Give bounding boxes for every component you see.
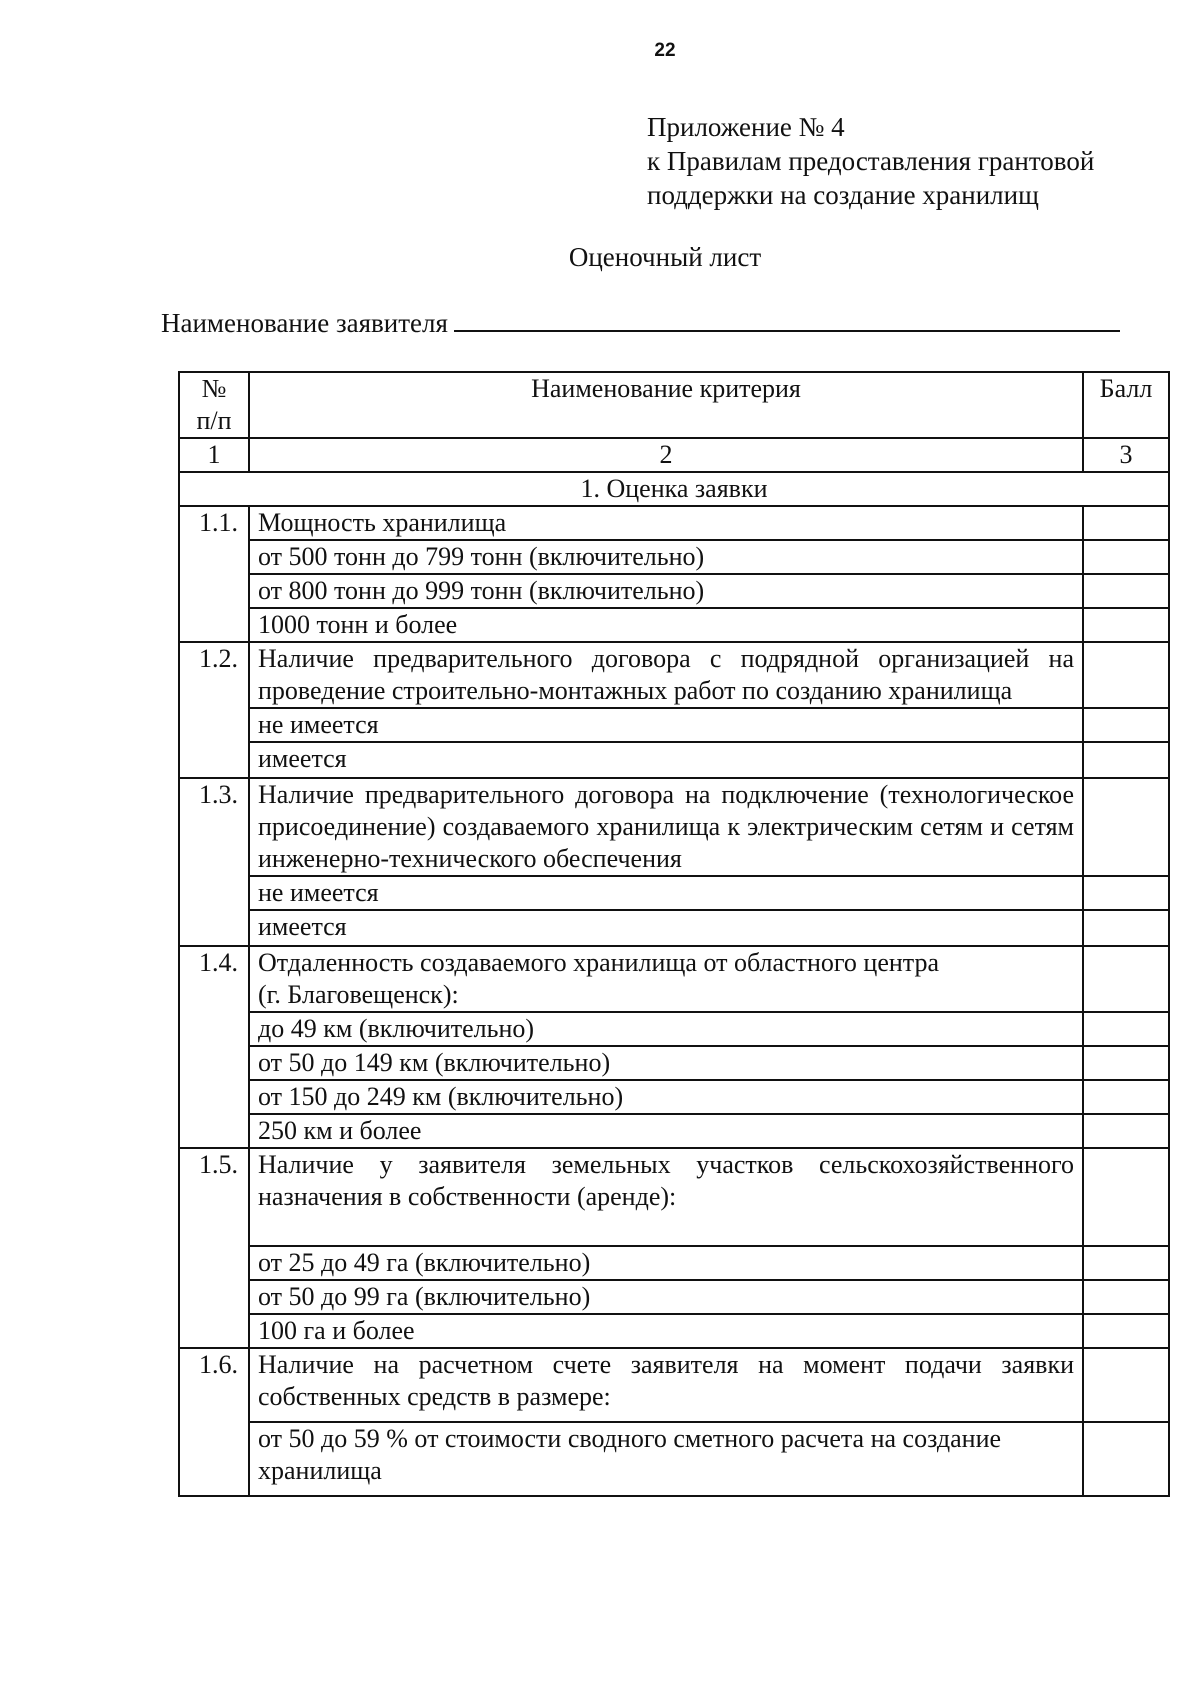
table-row — [179, 608, 1169, 642]
criterion-option: не имеется — [249, 876, 1083, 910]
table-row — [179, 876, 1169, 910]
table-row — [179, 1422, 1169, 1496]
criterion-option: от 50 до 149 км (включительно) — [249, 1046, 1083, 1080]
table-row — [179, 708, 1169, 742]
score-cell[interactable] — [1083, 1046, 1169, 1080]
table-row — [179, 742, 1169, 778]
score-cell[interactable] — [1083, 708, 1169, 742]
page-number: 22 — [654, 40, 676, 61]
criterion-option: от 50 до 59 % от стоимости сводного сметного расчета на создание хранилища — [249, 1422, 1083, 1496]
score-cell[interactable] — [1083, 1314, 1169, 1348]
score-cell[interactable] — [1083, 1348, 1169, 1422]
criterion-title: Наличие предварительного договора на подключение (технологическое присоединение) создаваемого хранилища к электрическим сетям и сетям инженерно-технического обеспечения — [249, 778, 1083, 876]
criterion-title: Наличие предварительного договора с подрядной организацией на проведение строительно-монтажных работ по созданию хранилища — [249, 642, 1083, 708]
appendix-reference — [647, 110, 1094, 212]
appendix-line-3: поддержки на создание хранилищ — [647, 180, 1039, 210]
table-row — [179, 1046, 1169, 1080]
column-number-3: 3 — [1083, 438, 1169, 472]
criterion-option: до 49 км (включительно) — [249, 1012, 1083, 1046]
table-row — [179, 1080, 1169, 1114]
criterion-option: от 50 до 99 га (включительно) — [249, 1280, 1083, 1314]
table-row — [179, 540, 1169, 574]
header-criterion: Наименование критерия — [249, 372, 1083, 438]
appendix-line-1: Приложение № 4 — [647, 112, 845, 142]
header-num: № п/п — [179, 372, 249, 438]
criterion-number: 1.2. — [179, 642, 249, 778]
criterion-option: 1000 тонн и более — [249, 608, 1083, 642]
appendix-line-2: к Правилам предоставления грантовой — [647, 146, 1095, 176]
evaluation-table — [178, 371, 1170, 1497]
table-header-row — [179, 372, 1169, 438]
criterion-option: от 500 тонн до 799 тонн (включительно) — [249, 540, 1083, 574]
score-cell[interactable] — [1083, 1148, 1169, 1246]
score-cell[interactable] — [1083, 1422, 1169, 1496]
criterion-option: от 150 до 249 км (включительно) — [249, 1080, 1083, 1114]
table-row — [179, 506, 1169, 540]
table-row — [179, 1246, 1169, 1280]
score-cell[interactable] — [1083, 506, 1169, 540]
table-row — [179, 910, 1169, 946]
score-cell[interactable] — [1083, 608, 1169, 642]
section-row — [179, 472, 1169, 506]
score-cell[interactable] — [1083, 540, 1169, 574]
table-row — [179, 1314, 1169, 1348]
criterion-option: не имеется — [249, 708, 1083, 742]
table-row — [179, 1280, 1169, 1314]
applicant-name-blank-line[interactable] — [454, 306, 1120, 332]
table-row — [179, 946, 1169, 1012]
criterion-title-line-1: Отдаленность создаваемого хранилища от областного центра — [258, 948, 939, 977]
score-cell[interactable] — [1083, 1114, 1169, 1148]
column-numbers-row — [179, 438, 1169, 472]
table-row — [179, 1114, 1169, 1148]
criterion-option: от 25 до 49 га (включительно) — [249, 1246, 1083, 1280]
criterion-title-line-2: (г. Благовещенск): — [258, 980, 459, 1009]
column-number-1: 1 — [179, 438, 249, 472]
criterion-title: Наличие у заявителя земельных участков сельскохозяйственного назначения в собственности (аренде): — [249, 1148, 1083, 1246]
criterion-number: 1.1. — [179, 506, 249, 642]
criterion-number: 1.5. — [179, 1148, 249, 1348]
header-score: Балл — [1083, 372, 1169, 438]
criterion-title: Наличие на расчетном счете заявителя на момент подачи заявки собственных средств в размере: — [249, 1348, 1083, 1422]
applicant-name-label: Наименование заявителя — [161, 308, 448, 338]
criterion-option: имеется — [249, 910, 1083, 946]
score-cell[interactable] — [1083, 876, 1169, 910]
criterion-number: 1.4. — [179, 946, 249, 1148]
criterion-number: 1.3. — [179, 778, 249, 946]
table-row — [179, 1012, 1169, 1046]
score-cell[interactable] — [1083, 574, 1169, 608]
column-number-2: 2 — [249, 438, 1083, 472]
score-cell[interactable] — [1083, 946, 1169, 1012]
table-row — [179, 778, 1169, 876]
score-cell[interactable] — [1083, 642, 1169, 708]
criterion-title: Мощность хранилища — [249, 506, 1083, 540]
score-cell[interactable] — [1083, 1246, 1169, 1280]
applicant-name-row — [161, 306, 1120, 339]
section-title: 1. Оценка заявки — [179, 472, 1169, 506]
table-row — [179, 1148, 1169, 1246]
criterion-option: имеется — [249, 742, 1083, 778]
score-cell[interactable] — [1083, 1280, 1169, 1314]
criterion-option: 100 га и более — [249, 1314, 1083, 1348]
score-cell[interactable] — [1083, 1012, 1169, 1046]
score-cell[interactable] — [1083, 1080, 1169, 1114]
criterion-title — [249, 946, 1083, 1012]
score-cell[interactable] — [1083, 742, 1169, 778]
criterion-option: от 800 тонн до 999 тонн (включительно) — [249, 574, 1083, 608]
score-cell[interactable] — [1083, 778, 1169, 876]
criterion-number: 1.6. — [179, 1348, 249, 1496]
criterion-option: 250 км и более — [249, 1114, 1083, 1148]
table-row — [179, 574, 1169, 608]
table-row — [179, 1348, 1169, 1422]
document-title: Оценочный лист — [568, 242, 762, 272]
table-row — [179, 642, 1169, 708]
score-cell[interactable] — [1083, 910, 1169, 946]
